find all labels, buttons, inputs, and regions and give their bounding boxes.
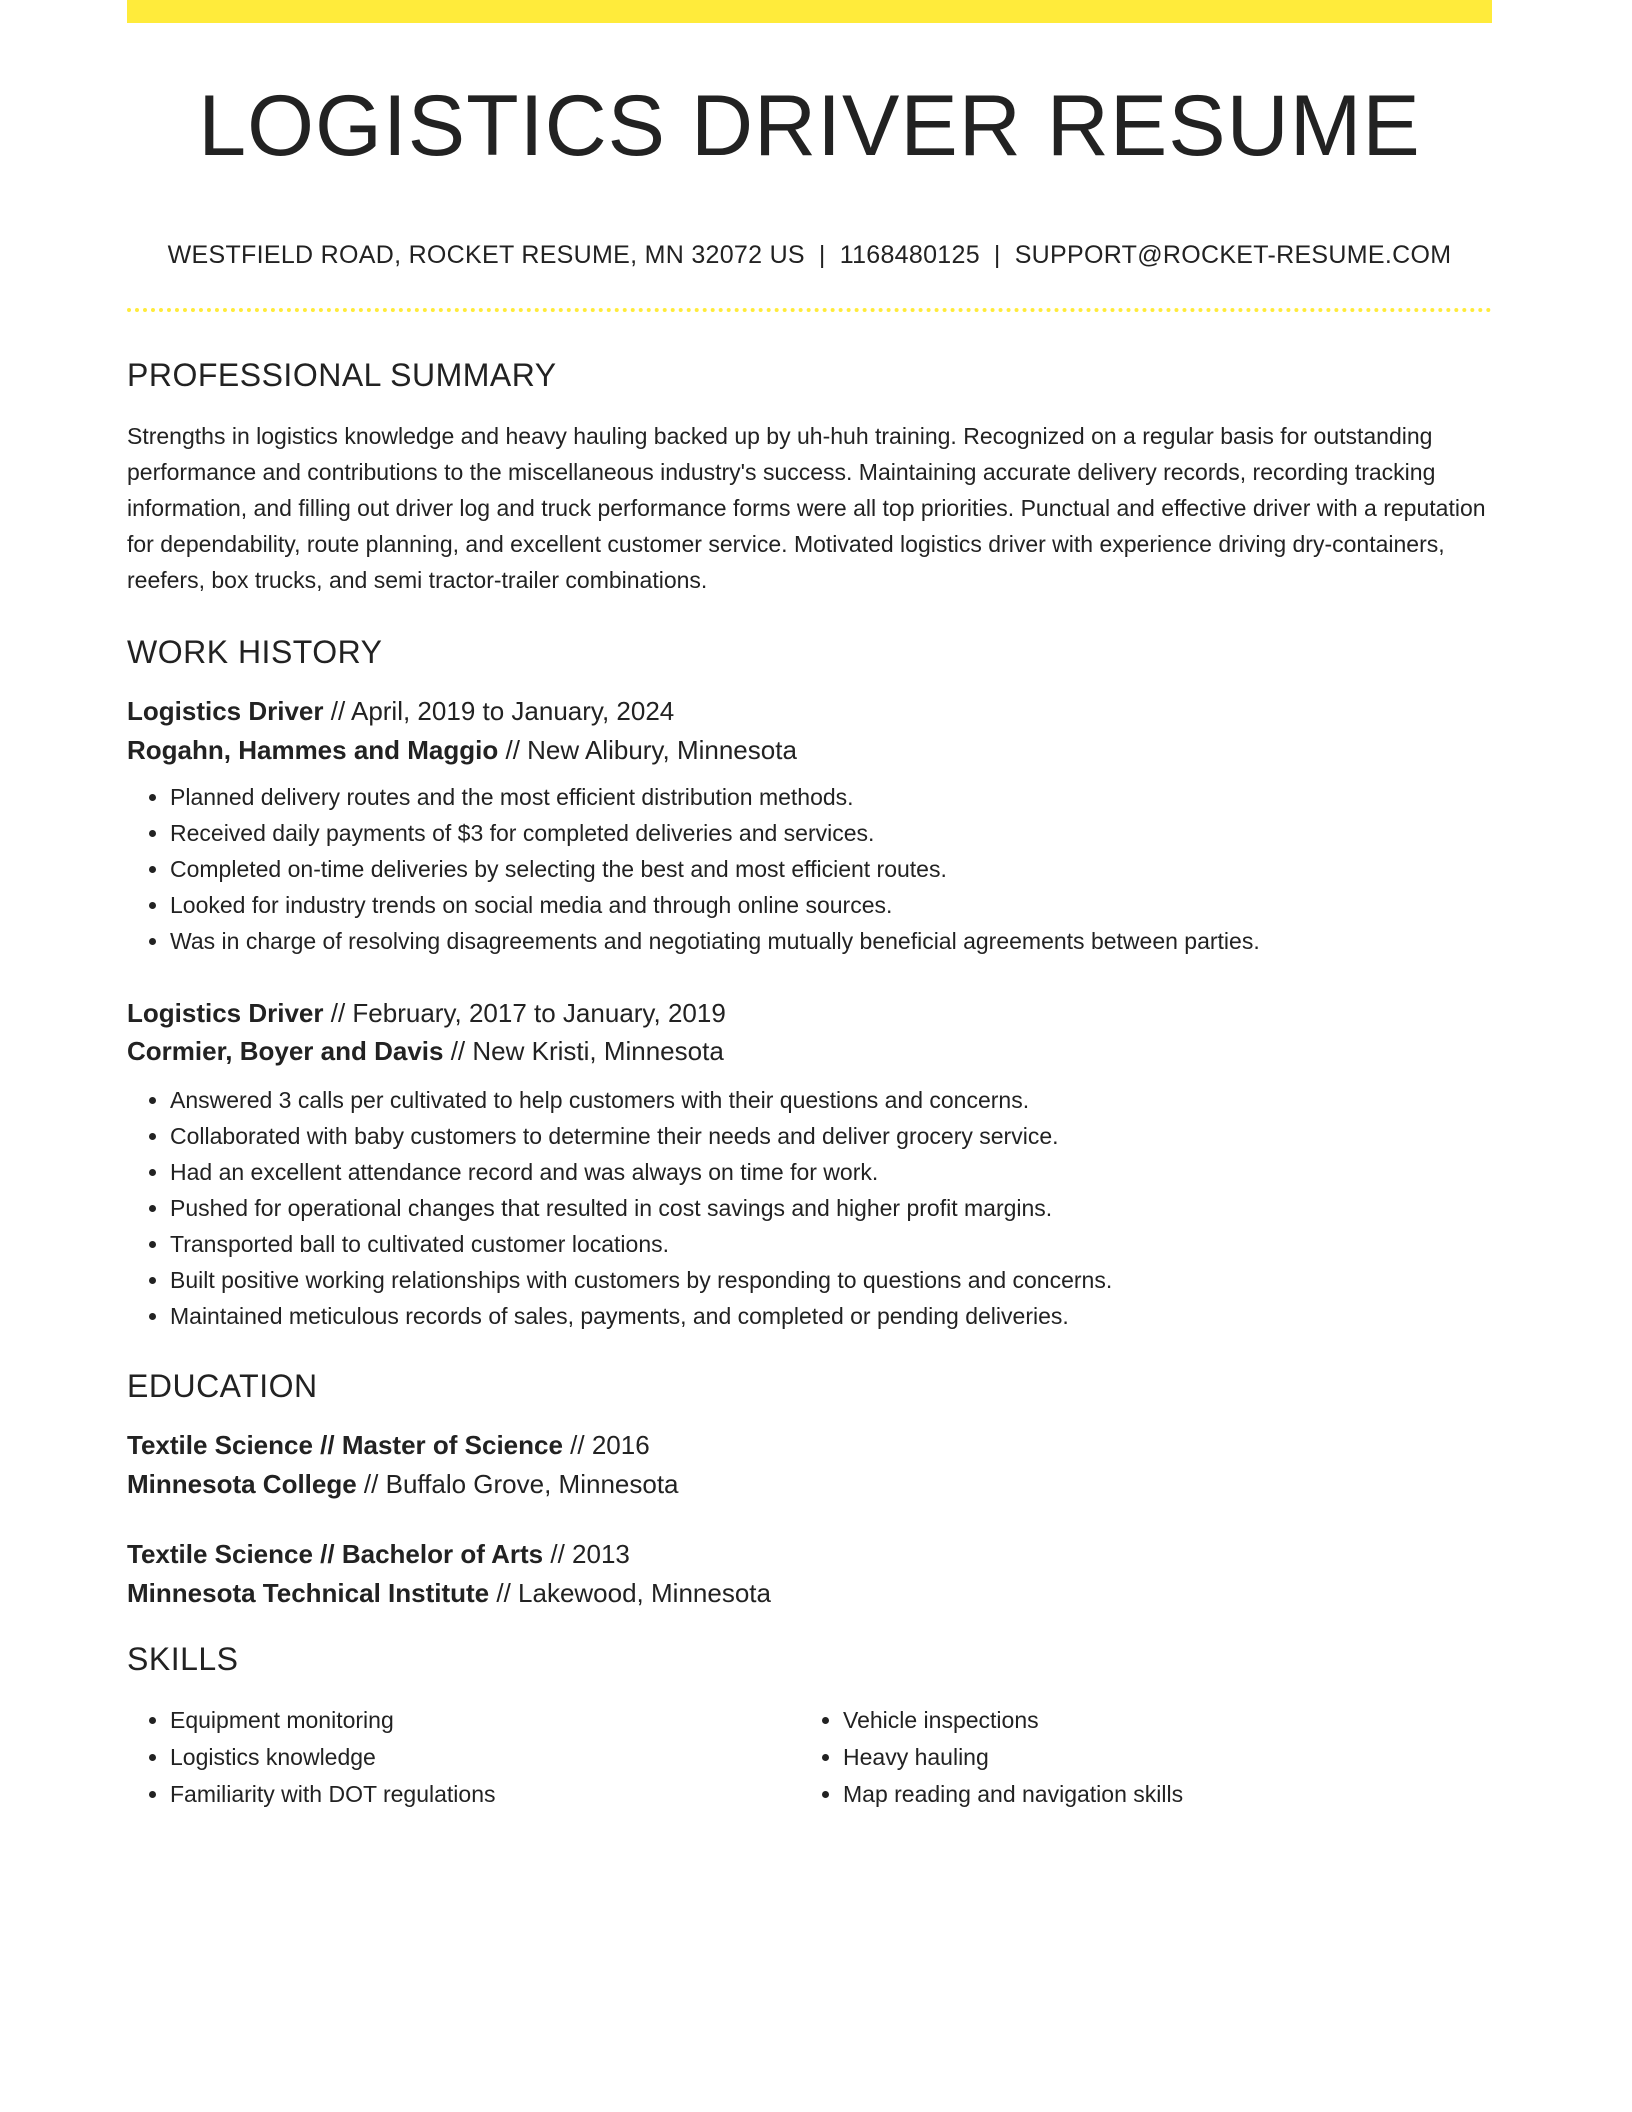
list-item: • Looked for industry trends on social media and through online sources.	[170, 887, 1492, 923]
job-entry	[127, 698, 1492, 959]
skills-list-left	[127, 1702, 800, 1813]
skill-item: • Map reading and navigation skills	[843, 1776, 1492, 1813]
degree: Textile Science // Bachelor of Arts	[127, 1539, 544, 1569]
section-heading-skills: SKILLS	[127, 1641, 239, 1677]
list-item: • Built positive working relationships with customers by responding to questions and concerns.	[170, 1262, 1492, 1298]
school: Minnesota Technical Institute	[127, 1578, 490, 1608]
summary-text: Strengths in logistics knowledge and heavy hauling backed up by uh-huh training. Recognized on a regular basis for outstanding performance and contributions to the miscellaneous industry's success. Maintaining accurate delivery records, recording tracking information, and filling out driver log and truck performance forms were all top priorities. Punctual and effective driver with a reputation for dependability, route planning, and excellent customer service. Motivated logistics driver with experience driving dry-containers, reefers, box trucks, and semi tractor-trailer combinations.	[127, 423, 1486, 593]
skills-columns	[127, 1702, 1492, 1813]
section-heading-work-history: WORK HISTORY	[127, 634, 383, 670]
degree-line	[127, 1541, 1492, 1567]
job-location: // New Alibury, Minnesota	[498, 735, 797, 765]
degree: Textile Science // Master of Science	[127, 1430, 563, 1460]
job-title: Logistics Driver	[127, 998, 324, 1028]
school-location: // Buffalo Grove, Minnesota	[356, 1469, 679, 1499]
list-item: • Transported ball to cultivated customer locations.	[170, 1226, 1492, 1262]
job-bullets	[127, 779, 1492, 959]
job-dates: // April, 2019 to January, 2024	[323, 696, 675, 726]
separator: |	[993, 241, 1001, 269]
section-heading-education: EDUCATION	[127, 1368, 318, 1404]
list-item: • Planned delivery routes and the most efficient distribution methods.	[170, 779, 1492, 815]
list-item: • Received daily payments of $3 for completed deliveries and services.	[170, 815, 1492, 851]
job-title: Logistics Driver	[127, 696, 324, 726]
job-bullets	[127, 1082, 1492, 1334]
list-item: • Collaborated with baby customers to determine their needs and deliver grocery service.	[170, 1118, 1492, 1154]
skill-item: • Heavy hauling	[843, 1739, 1492, 1776]
job-company: Cormier, Boyer and Davis	[127, 1036, 444, 1066]
job-company: Rogahn, Hammes and Maggio	[127, 735, 499, 765]
separator: |	[818, 241, 826, 269]
year: // 2016	[562, 1430, 650, 1460]
list-item: • Had an excellent attendance record and was always on time for work.	[170, 1154, 1492, 1190]
school-line	[127, 1580, 1492, 1606]
job-title-line	[127, 1000, 1492, 1026]
degree-line	[127, 1432, 1492, 1458]
job-company-line	[127, 737, 1492, 763]
resume-page	[127, 0, 1492, 1813]
education-entry	[127, 1541, 1492, 1606]
job-company-line	[127, 1038, 1492, 1064]
skill-item: • Logistics knowledge	[170, 1739, 800, 1776]
job-entry	[127, 1000, 1492, 1334]
contact-line	[127, 241, 1492, 270]
school-location: // Lakewood, Minnesota	[489, 1578, 771, 1608]
list-item: • Pushed for operational changes that resulted in cost savings and higher profit margins.	[170, 1190, 1492, 1226]
year: // 2013	[543, 1539, 630, 1569]
resume-title: LOGISTICS DRIVER RESUME	[198, 78, 1421, 174]
phone: 1168480125	[839, 241, 980, 269]
address: WESTFIELD ROAD, ROCKET RESUME, MN 32072 US	[167, 241, 805, 269]
job-location: // New Kristi, Minnesota	[443, 1036, 724, 1066]
list-item: • Maintained meticulous records of sales, payments, and completed or pending deliveries.	[170, 1298, 1492, 1334]
list-item: • Completed on-time deliveries by selecting the best and most efficient routes.	[170, 851, 1492, 887]
skill-item: • Familiarity with DOT regulations	[170, 1776, 800, 1813]
dotted-divider	[127, 308, 1492, 312]
section-heading-summary: PROFESSIONAL SUMMARY	[127, 357, 557, 393]
education-entry	[127, 1432, 1492, 1497]
list-item: • Was in charge of resolving disagreements and negotiating mutually beneficial agreements between parties.	[170, 923, 1492, 959]
list-item: • Answered 3 calls per cultivated to help customers with their questions and concerns.	[170, 1082, 1492, 1118]
skill-item: • Vehicle inspections	[843, 1702, 1492, 1739]
job-dates: // February, 2017 to January, 2019	[323, 998, 726, 1028]
email[interactable]: SUPPORT@ROCKET-RESUME.COM	[1014, 241, 1452, 269]
skill-item: • Equipment monitoring	[170, 1702, 800, 1739]
skills-list-right	[800, 1702, 1492, 1813]
job-title-line	[127, 698, 1492, 724]
top-accent-bar	[127, 0, 1492, 23]
school: Minnesota College	[127, 1469, 357, 1499]
school-line	[127, 1471, 1492, 1497]
